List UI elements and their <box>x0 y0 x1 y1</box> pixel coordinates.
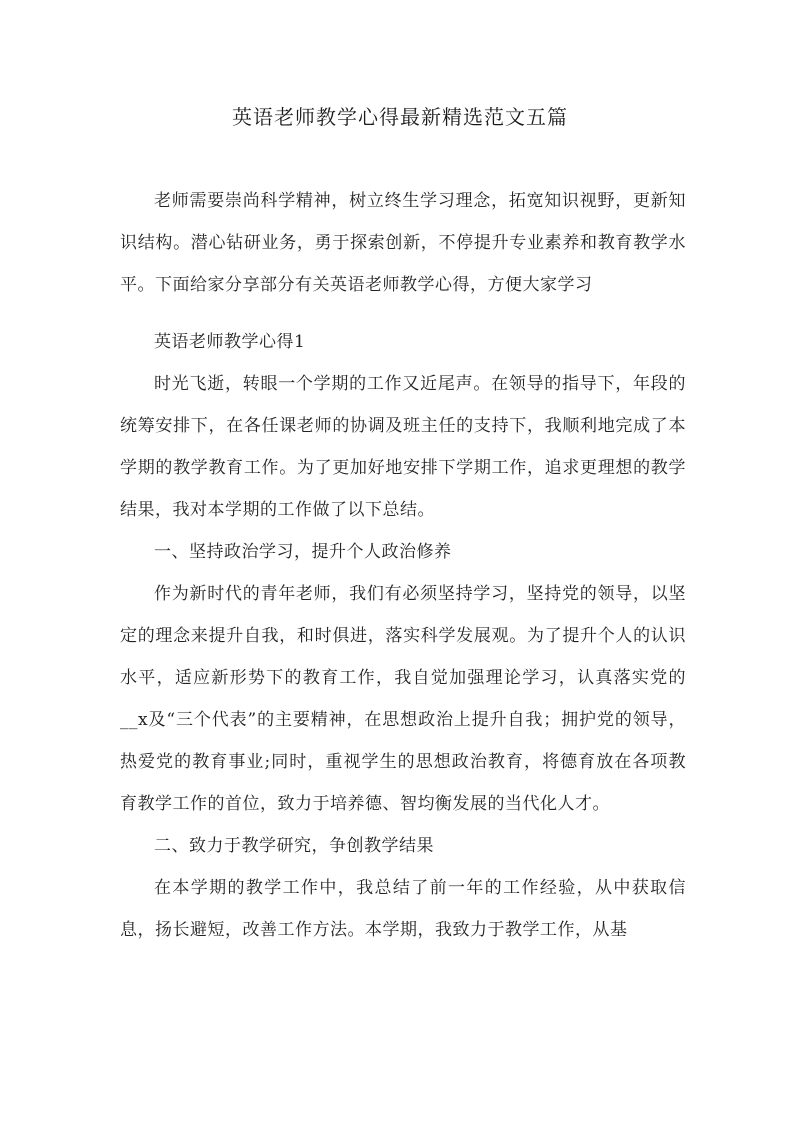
body-paragraph: 作为新时代的青年老师，我们有必须坚持学习，坚持党的领导，以坚定的理念来提升自我，和时俱进，落实科学发展观。为了提升个人的认识水平，适应新形势下的教育工作，我自觉加强理论学习，认真落实党的__x及“三个代表”的主要精神，在思想政治上提升自我；拥护党的领导，热爱党的教育事业;同时，重视学生的思想政治教育，将德育放在各项教育教学工作的首位，致力于培养德、智均衡发展的当代化人才。 <box>120 584 686 814</box>
subheading-political-study: 一、坚持政治学习，提升个人政治修养 <box>154 542 452 562</box>
body-paragraph: 在本学期的教学工作中，我总结了前一年的工作经验，从中获取信息，扬长避短，改善工作方法。本学期，我致力于教学工作，从基 <box>120 878 686 940</box>
intro-paragraph: 老师需要崇尚科学精神，树立终生学习理念，拓宽知识视野，更新知识结构。潜心钻研业务，勇于探索创新，不停提升专业素养和教育教学水平。下面给家分享部分有关英语老师教学心得，方便大家学习 <box>120 191 686 295</box>
document-title: 英语老师教学心得最新精选范文五篇 <box>232 105 568 129</box>
subheading-teaching-research: 二、致力于教学研究，争创教学结果 <box>154 836 434 856</box>
section-heading-1: 英语老师教学心得1 <box>154 332 306 352</box>
document-body <box>120 180 686 951</box>
body-paragraph: 时光飞逝，转眼一个学期的工作又近尾声。在领导的指导下，年段的统筹安排下，在各任课老师的协调及班主任的支持下，我顺利地完成了本学期的教学教育工作。为了更加好地安排下学期工作，追求更理想的教学结果，我对本学期的工作做了以下总结。 <box>120 374 686 520</box>
